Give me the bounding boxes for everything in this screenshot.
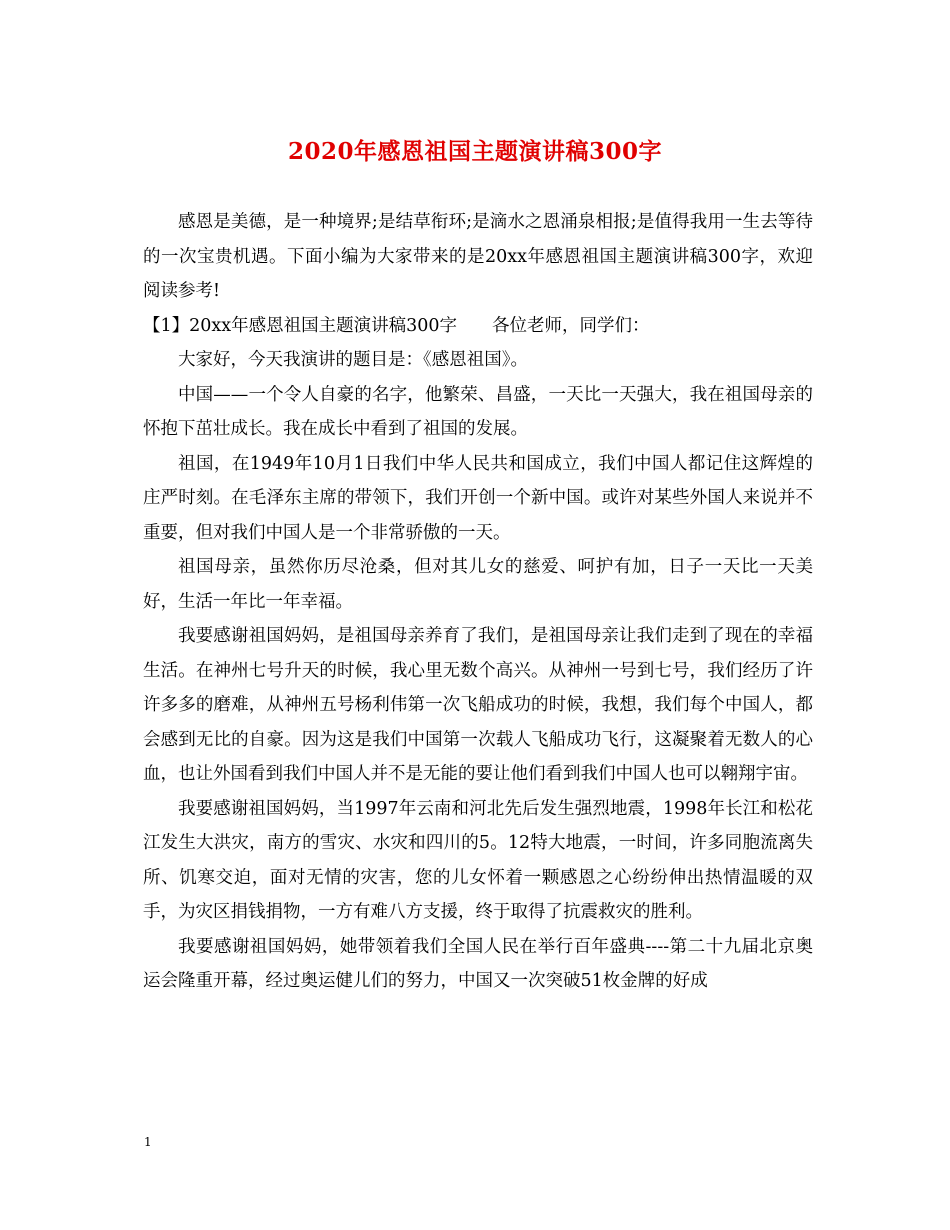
paragraph-heading: 【1】20xx年感恩祖国主题演讲稿300字 各位老师，同学们： (143, 315, 650, 336)
page-number: 1 (144, 1135, 152, 1149)
paragraph: 我要感谢祖国妈妈，她带领着我们全国人民在举行百年盛典----第二十九届北京奥运会隆重开幕，经过奥运健儿们的努力，中国又一次突破51枚金牌的好成 (143, 936, 813, 991)
document-body (143, 205, 813, 999)
paragraph-greeting: 大家好，今天我演讲的题目是：《感恩祖国》。 (178, 350, 528, 370)
paragraph: 祖国，在1949年10月1日我们中华人民共和国成立，我们中国人都记住这辉煌的庄严时刻。在毛泽东主席的带领下，我们开创一个新中国。或许对某些外国人来说并不重要，但对我们中国人是一个非常骄傲的一天。 (143, 453, 813, 543)
paragraph: 我要感谢祖国妈妈，当1997年云南和河北先后发生强烈地震，1998年长江和松花江发生大洪灾，南方的雪灾、水灾和四川的5。12特大地震，一时间，许多同胞流离失所、饥寒交迫，面对无情的灾害，您的儿女怀着一颗感恩之心纷纷伸出热情温暖的双手，为灾区捐钱捐物，一方有难八方支援，终于取得了抗震救灾的胜利。 (143, 798, 813, 922)
paragraph: 中国——一个令人自豪的名字，他繁荣、昌盛，一天比一天强大，我在祖国母亲的怀抱下茁壮成长。我在成长中看到了祖国的发展。 (143, 384, 813, 439)
paragraph-intro: 感恩是美德，是一种境界;是结草衔环;是滴水之恩涌泉相报;是值得我用一生去等待的一次宝贵机遇。下面小编为大家带来的是20xx年感恩祖国主题演讲稿300字，欢迎阅读参考! (143, 212, 813, 301)
paragraph: 祖国母亲，虽然你历尽沧桑，但对其儿女的慈爱、呵护有加，日子一天比一天美好，生活一年比一年幸福。 (143, 557, 813, 612)
paragraph: 我要感谢祖国妈妈，是祖国母亲养育了我们，是祖国母亲让我们走到了现在的幸福生活。在神州七号升天的时候，我心里无数个高兴。从神州一号到七号，我们经历了许许多多的磨难，从神州五号杨利伟第一次飞船成功的时候，我想，我们每个中国人，都会感到无比的自豪。因为这是我们中国第一次载人飞船成功飞行，这凝聚着无数人的心血，也让外国看到我们中国人并不是无能的要让他们看到我们中国人也可以翱翔宇宙。 (143, 626, 813, 784)
document-title: 2020年感恩祖国主题演讲稿300字 (287, 138, 663, 165)
